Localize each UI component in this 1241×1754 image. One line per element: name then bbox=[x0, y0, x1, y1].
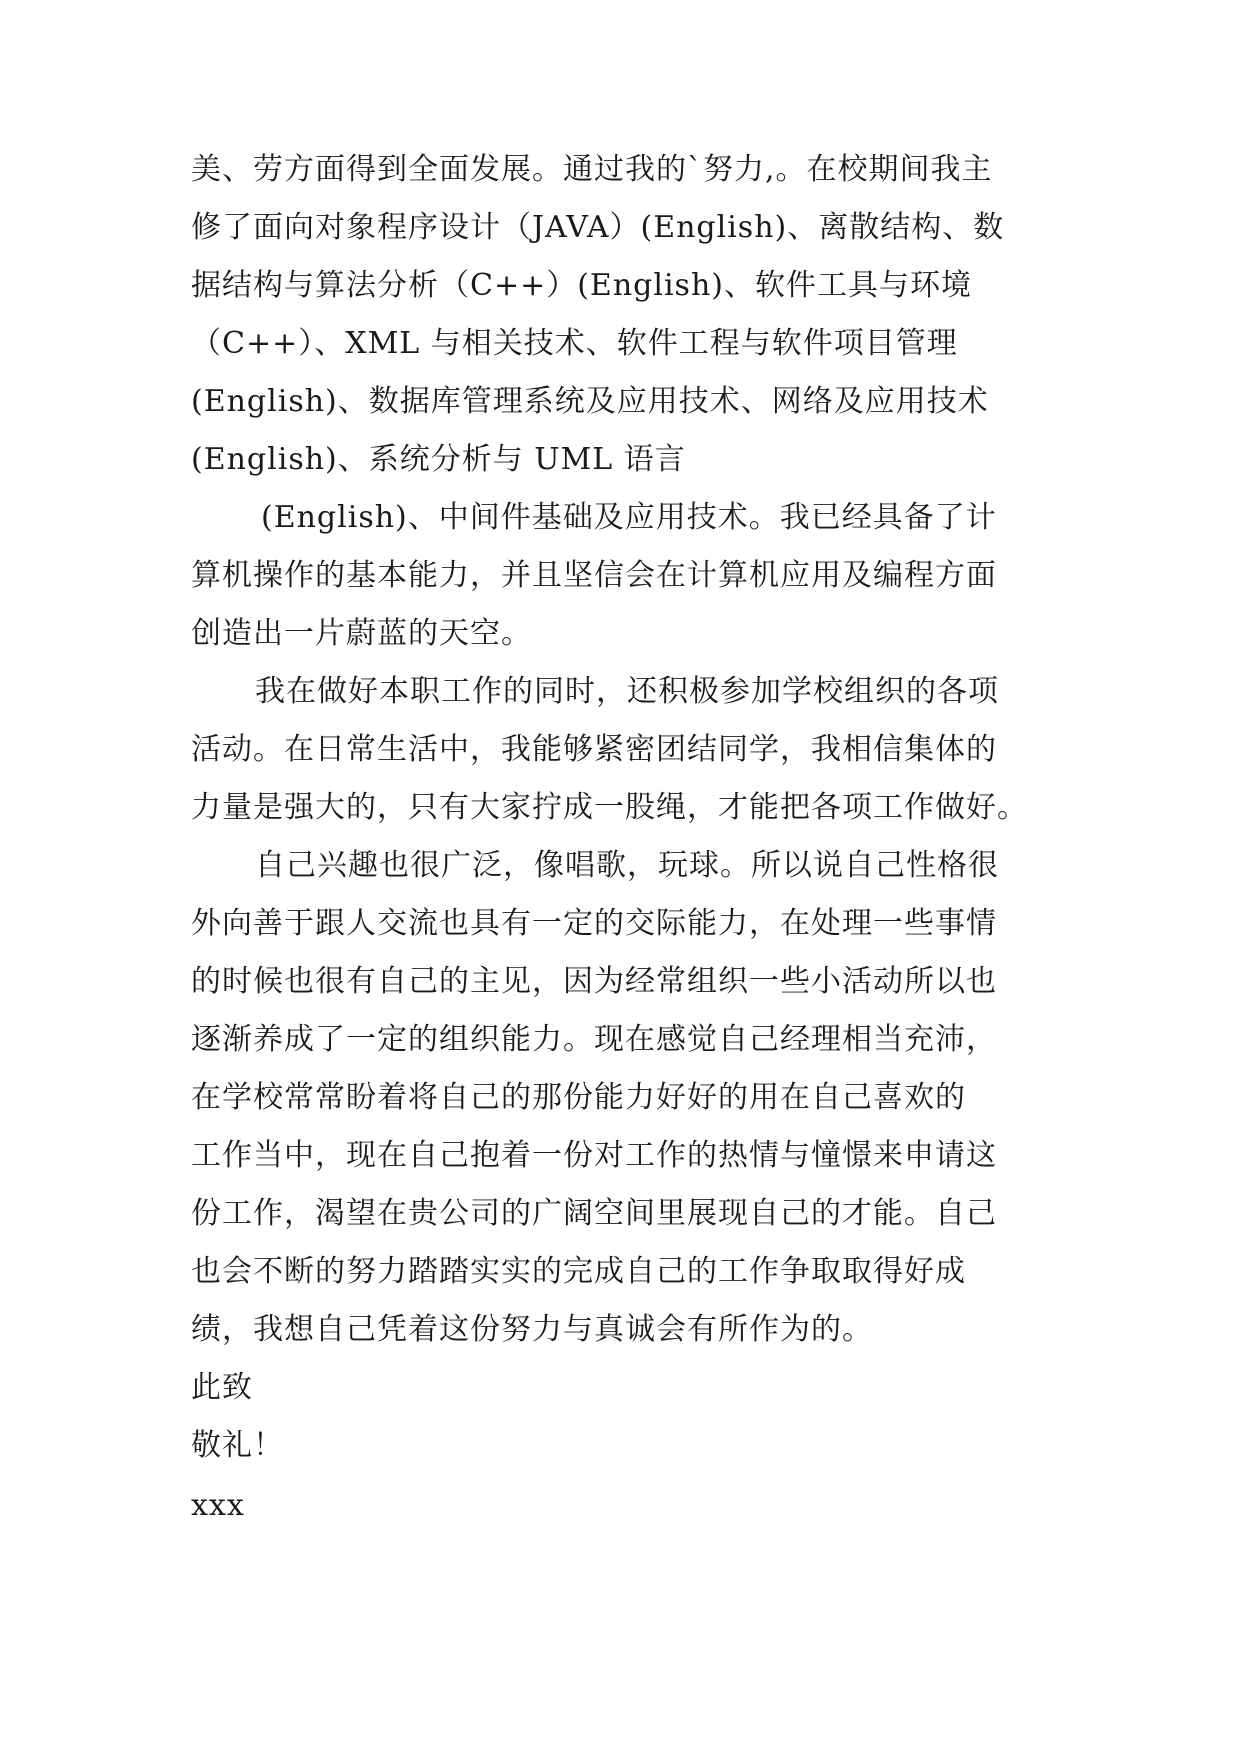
body-line: 也会不断的努力踏踏实实的完成自己的工作争取取得好成 bbox=[191, 1254, 966, 1289]
body-line: (English)、系统分析与 UML 语言 bbox=[191, 442, 686, 477]
body-line: 的时候也很有自己的主见，因为经常组织一些小活动所以也 bbox=[191, 964, 997, 999]
body-line: 力量是强大的，只有大家拧成一股绳，才能把各项工作做好。 bbox=[191, 790, 1028, 825]
body-line: 据结构与算法分析（C++）(English)、软件工具与环境 bbox=[191, 268, 972, 303]
body-line: 份工作，渴望在贵公司的广阔空间里展现自己的才能。自己 bbox=[191, 1196, 997, 1231]
body-line: 绩，我想自己凭着这份努力与真诚会有所作为的。 bbox=[191, 1312, 873, 1347]
body-line: 在学校常常盼着将自己的那份能力好好的用在自己喜欢的 bbox=[191, 1080, 966, 1115]
body-line: (English)、中间件基础及应用技术。我已经具备了计 bbox=[261, 500, 997, 535]
body-line: （C++）、XML 与相关技术、软件工程与软件项目管理 bbox=[191, 326, 958, 361]
body-line: 工作当中，现在自己抱着一份对工作的热情与憧憬来申请这 bbox=[191, 1138, 997, 1173]
signature: xxx bbox=[191, 1488, 245, 1523]
paragraph-start-line: 我在做好本职工作的同时，还积极参加学校组织的各项 bbox=[255, 674, 999, 709]
closing-salutation: 此致 bbox=[191, 1370, 253, 1405]
body-line: 外向善于跟人交流也具有一定的交际能力，在处理一些事情 bbox=[191, 906, 997, 941]
body-line: 逐渐养成了一定的组织能力。现在感觉自己经理相当充沛， bbox=[191, 1022, 997, 1057]
closing-regards: 敬礼！ bbox=[191, 1428, 284, 1463]
body-line: (English)、数据库管理系统及应用技术、网络及应用技术 bbox=[191, 384, 989, 419]
body-line: 创造出一片蔚蓝的天空。 bbox=[191, 616, 532, 651]
paragraph-start-line: 自己兴趣也很广泛，像唱歌，玩球。所以说自己性格很 bbox=[255, 848, 999, 883]
body-line: 美、劳方面得到全面发展。通过我的`努力,。在校期间我主 bbox=[191, 152, 993, 187]
body-line: 算机操作的基本能力，并且坚信会在计算机应用及编程方面 bbox=[191, 558, 997, 593]
body-line: 活动。在日常生活中，我能够紧密团结同学，我相信集体的 bbox=[191, 732, 997, 767]
body-line: 修了面向对象程序设计（JAVA）(English)、离散结构、数 bbox=[191, 210, 1005, 245]
